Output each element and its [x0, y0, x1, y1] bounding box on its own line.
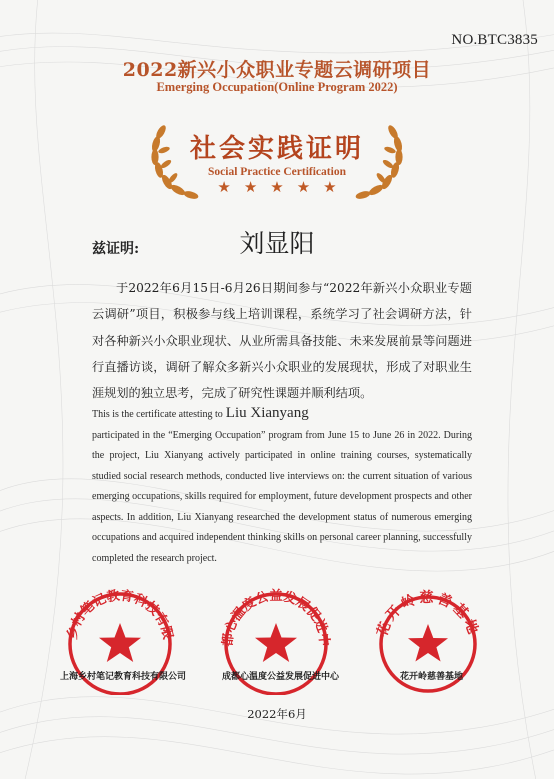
intro-text: This is the certificate attesting to [92, 409, 223, 420]
svg-text:上海乡村笔记教育科技有限公司 [0, 585, 175, 641]
seal-1-label: 上海乡村笔记教育科技有限公司 [60, 672, 187, 682]
seal-2-star-icon [255, 623, 297, 662]
program-title-en: Emerging Occupation(Online Program 2022) [156, 80, 398, 94]
certificate-title-cn: 社会实践证明 [189, 134, 364, 164]
certificate-number: NO.BTC3835 [451, 32, 538, 48]
intro-line [92, 403, 472, 426]
body-text-en [92, 403, 472, 569]
seal-1-star-icon [99, 623, 141, 662]
program-title-cn: 2022新兴小众职业专题云调研项目 [122, 59, 432, 81]
star-row: ★★★★★ [217, 178, 350, 196]
recipient-name-cn: 刘显阳 [239, 229, 315, 258]
attest-label: 兹证明: [92, 241, 140, 257]
body-text-cn: 于2022年6月15日-6月26日期间参与“2022年新兴小众职业专题云调研”项目，积极参与线上培训课程，系统学习了社会调研方法，针对各种新兴小众职业现状、从业所需具备技能、未来发展前景等问题进行直播访谈，调研了解众多新兴小众职业的发展现状，形成了对职业生涯规划的独立思考，完成了研究性课题并顺利结项。 [92, 281, 472, 401]
issue-date: 2022年6月 [247, 707, 307, 721]
seal-3-arc-text: 花开岭慈善基地 [374, 590, 482, 639]
certificate-title-en: Social Practice Certification [208, 166, 346, 178]
seal-2-label: 成都心温度公益发展促进中心 [222, 672, 340, 682]
seal-1-arc-text: 乡村笔记教育科技有限 [65, 588, 175, 641]
body-paragraph-en: participated in the “Emerging Occupation” program from June 15 to June 26 in 2022. During the project, Liu Xianyang actively participated in online training courses, systematically studied social research methods, conducted live interviews on: the current situation of various emerging occupations, skills required for employment, future development prospects and other aspects. In addition, Liu Xianyang researched the development status of numerous emerging occupations and acquired independent thinking skills on personal career planning, successfully completed the research project. [92, 429, 472, 564]
seal-3-star-icon [408, 624, 448, 662]
recipient-name-en: Liu Xianyang [225, 405, 309, 421]
seal-3-label: 花开岭慈善基地 [400, 672, 464, 682]
seal-2-arc-text: 都心温度公益发展促进中 [220, 589, 332, 647]
